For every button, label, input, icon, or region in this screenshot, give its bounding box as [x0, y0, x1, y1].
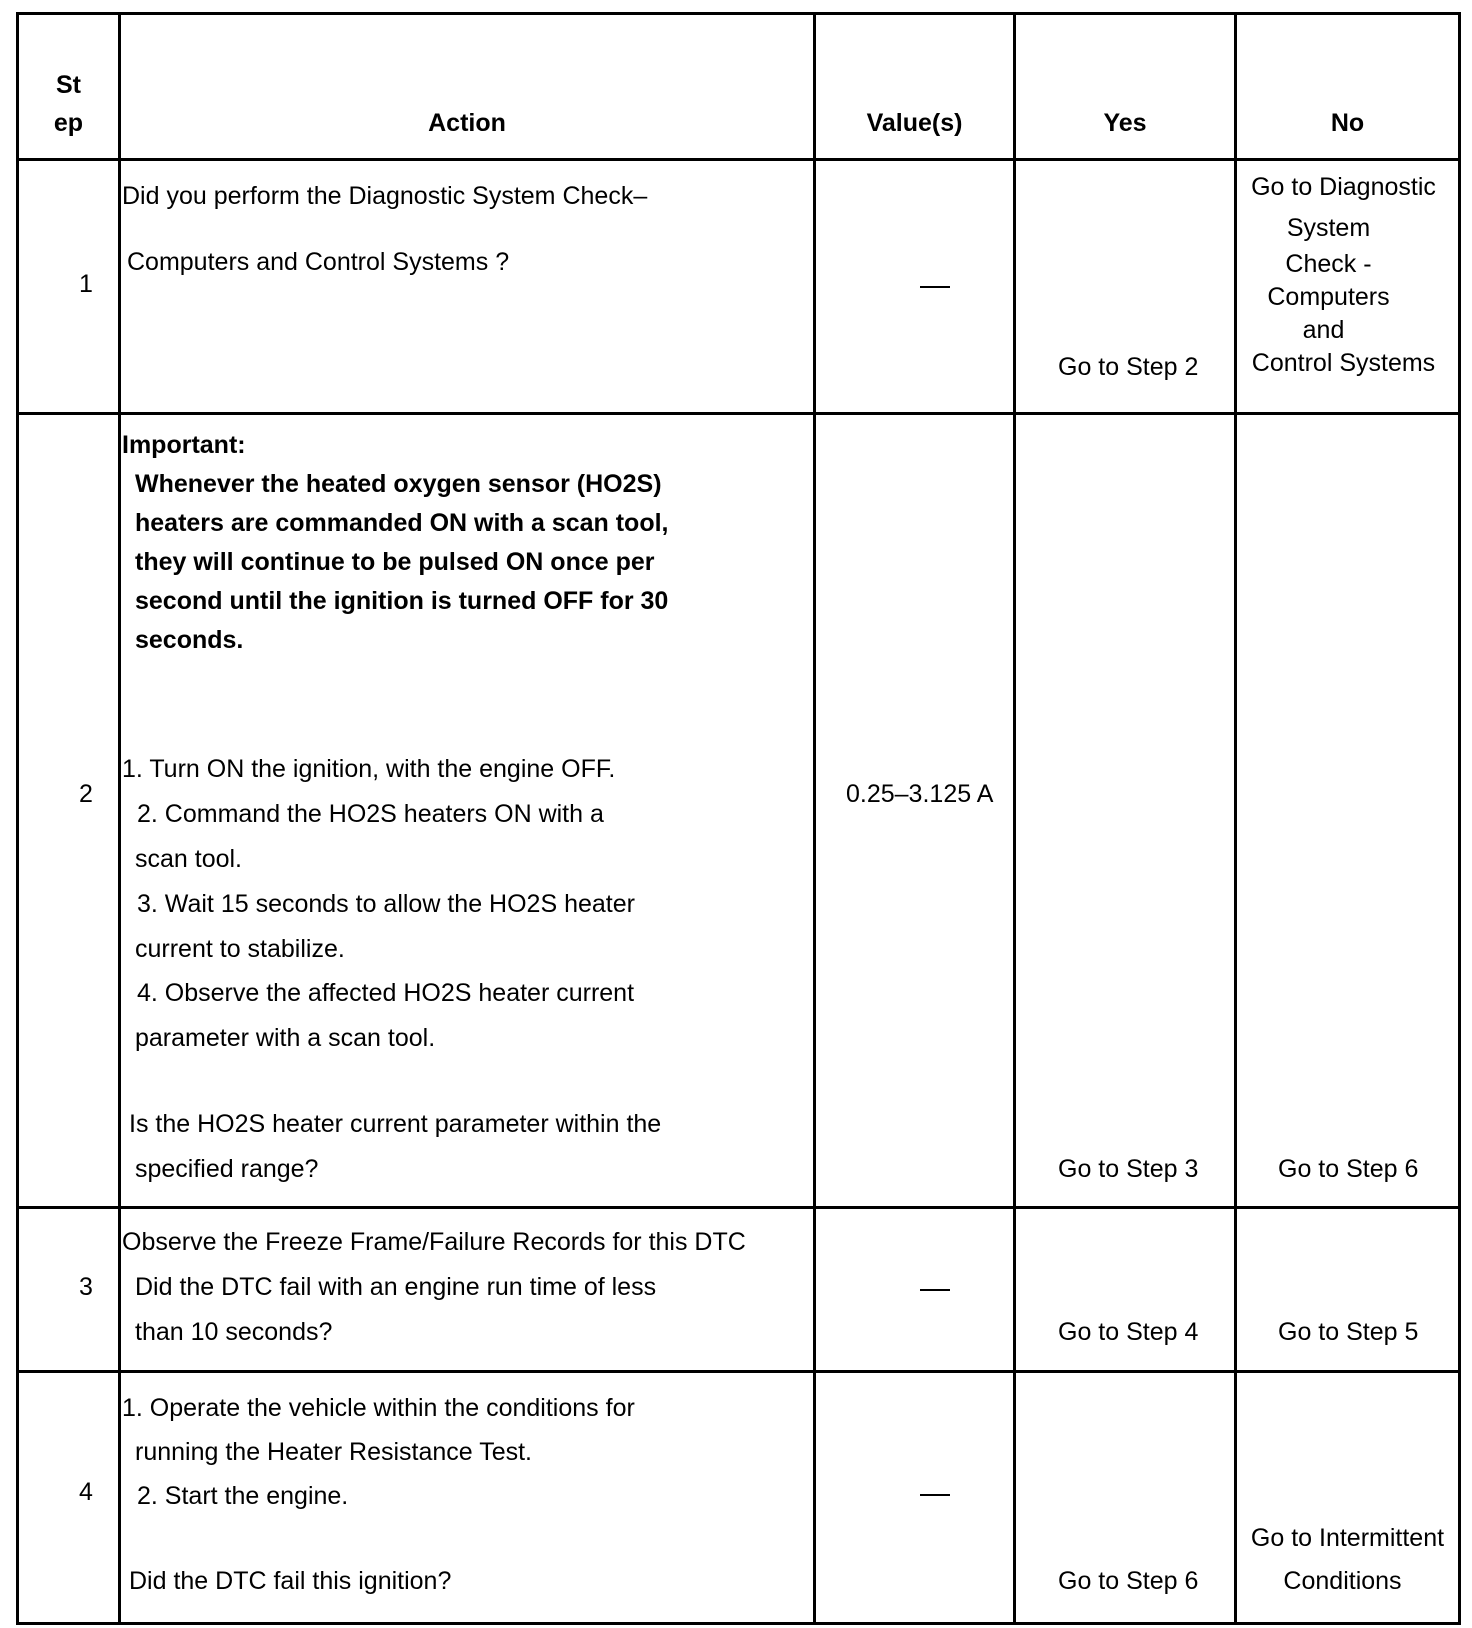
action-line: than 10 seconds?	[135, 1318, 333, 1346]
no-link[interactable]: System	[1286, 214, 1371, 242]
value-text: 0.25–3.125 A	[846, 780, 994, 808]
step-cell	[18, 414, 120, 1208]
action-cell	[120, 160, 815, 414]
value-dash	[920, 1494, 950, 1496]
yes-cell	[1015, 1208, 1236, 1372]
no-link[interactable]: Go to Intermittent	[1250, 1524, 1445, 1552]
value-cell	[815, 1372, 1015, 1624]
action-step: 3. Wait 15 seconds to allow the HO2S heater	[137, 890, 635, 918]
header-step-cell	[18, 14, 120, 160]
action-step: 4. Observe the affected HO2S heater current	[137, 979, 635, 1007]
action-cell	[120, 1208, 815, 1372]
step-number: 2	[79, 780, 93, 808]
action-step: scan tool.	[135, 845, 243, 873]
no-link[interactable]: Conditions	[1283, 1567, 1402, 1595]
action-question: specified range?	[135, 1155, 319, 1183]
important-text: heaters are commanded ON with a scan tool,	[135, 509, 669, 537]
yes-cell	[1015, 414, 1236, 1208]
no-link[interactable]: and	[1302, 316, 1345, 344]
no-cell	[1236, 1208, 1460, 1372]
action-cell	[120, 414, 815, 1208]
yes-link[interactable]: Go to Step 2	[1058, 353, 1199, 381]
yes-link[interactable]: Go to Step 6	[1058, 1567, 1199, 1595]
header-no: No	[1330, 109, 1365, 137]
important-label: Important:	[122, 431, 246, 459]
no-cell	[1236, 414, 1460, 1208]
table-row	[18, 160, 1460, 414]
header-step-line2: ep	[53, 109, 84, 137]
no-cell	[1236, 160, 1460, 414]
step-number: 3	[79, 1273, 93, 1301]
action-line: Did the DTC fail with an engine run time of less	[135, 1273, 657, 1301]
no-link[interactable]: Control Systems	[1251, 349, 1436, 377]
important-text: seconds.	[135, 626, 244, 654]
header-action: Action	[428, 109, 506, 137]
action-cell	[120, 1372, 815, 1624]
header-values-cell	[815, 14, 1015, 160]
important-text: second until the ignition is turned OFF for 30	[135, 587, 669, 615]
action-step: running the Heater Resistance Test.	[135, 1438, 532, 1466]
yes-link[interactable]: Go to Step 4	[1058, 1318, 1199, 1346]
table-row	[18, 1208, 1460, 1372]
important-text: they will continue to be pulsed ON once per	[135, 548, 655, 576]
header-action-cell	[120, 14, 815, 160]
no-cell	[1236, 1372, 1460, 1624]
diagnostic-table	[16, 12, 1461, 1625]
action-step: parameter with a scan tool.	[135, 1024, 436, 1052]
no-link[interactable]: Check -	[1285, 250, 1372, 278]
action-step: 2. Start the engine.	[137, 1482, 349, 1510]
no-link[interactable]: Go to Step 6	[1278, 1155, 1419, 1183]
table-row	[18, 1372, 1460, 1624]
no-link[interactable]: Computers	[1267, 283, 1390, 311]
action-line: Observe the Freeze Frame/Failure Records for this DTC	[122, 1228, 746, 1256]
action-question: Did the DTC fail this ignition?	[129, 1567, 452, 1595]
value-cell	[815, 1208, 1015, 1372]
header-yes: Yes	[1103, 109, 1147, 137]
header-no-cell	[1236, 14, 1460, 160]
step-cell	[18, 160, 120, 414]
yes-cell	[1015, 1372, 1236, 1624]
value-dash	[920, 1289, 950, 1291]
no-link[interactable]: Go to Step 5	[1278, 1318, 1419, 1346]
header-step-line1: St	[56, 71, 81, 99]
value-cell	[815, 160, 1015, 414]
value-cell	[815, 414, 1015, 1208]
step-cell	[18, 1372, 120, 1624]
header-row	[18, 14, 1460, 160]
step-number: 1	[79, 270, 93, 298]
value-dash	[920, 286, 950, 288]
action-line: Did you perform the Diagnostic System Check–	[122, 182, 648, 210]
action-step: current to stabilize.	[135, 935, 345, 963]
step-cell	[18, 1208, 120, 1372]
important-text: Whenever the heated oxygen sensor (HO2S)	[135, 470, 662, 498]
action-question: Is the HO2S heater current parameter within the	[129, 1110, 662, 1138]
yes-cell	[1015, 160, 1236, 414]
no-link[interactable]: Go to Diagnostic	[1251, 173, 1436, 201]
action-line: Computers and Control Systems ?	[127, 248, 510, 276]
step-number: 4	[79, 1478, 93, 1506]
action-step: 1. Turn ON the ignition, with the engine OFF.	[122, 755, 616, 783]
header-values: Value(s)	[866, 109, 963, 137]
action-step: 2. Command the HO2S heaters ON with a	[137, 800, 604, 828]
yes-link[interactable]: Go to Step 3	[1058, 1155, 1199, 1183]
table-row	[18, 414, 1460, 1208]
action-step: 1. Operate the vehicle within the conditions for	[122, 1394, 635, 1422]
header-yes-cell	[1015, 14, 1236, 160]
